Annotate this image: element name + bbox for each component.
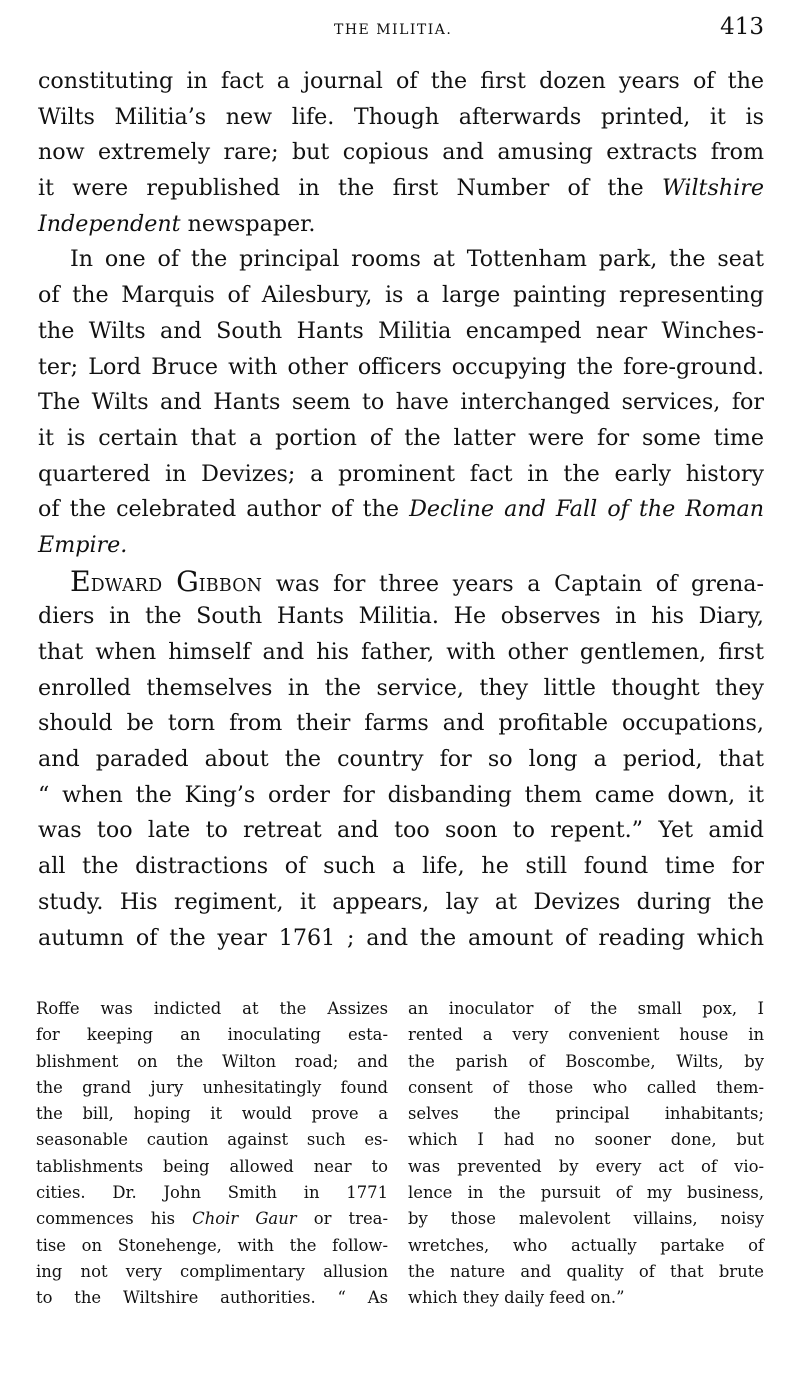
text-line: was too late to retreat and too soon to repent.” Yet amid bbox=[38, 817, 764, 844]
page-number: 413 bbox=[720, 14, 764, 40]
text-line: and paraded about the country for so long a period, that bbox=[38, 746, 764, 773]
text-line bbox=[38, 171, 764, 207]
footnote-line: the bill, hoping it would prove a bbox=[36, 1104, 388, 1124]
text-fragment: was for three years a Captain of grena- bbox=[262, 570, 764, 597]
page-header bbox=[0, 14, 800, 44]
footnote-line: tise on Stonehenge, with the follow- bbox=[36, 1235, 388, 1255]
text-line: In one of the principal rooms at Tottenham park, the seat bbox=[70, 246, 764, 273]
text-line: it is certain that a portion of the latter were for some time bbox=[38, 424, 764, 451]
text-fragment: commences his bbox=[36, 1209, 193, 1229]
footnote-line: wretches, who actually partake of bbox=[408, 1235, 764, 1255]
footnote-line: cities. Dr. John Smith in 1771 bbox=[36, 1183, 388, 1203]
name-initial: E bbox=[70, 564, 91, 598]
footnote-line: the grand jury unhesitatingly found bbox=[36, 1077, 388, 1097]
text-fragment: it were republished in the first Number of the bbox=[38, 175, 662, 202]
text-line: “ when the King’s order for disbanding them came down, it bbox=[38, 781, 764, 808]
text-line: Wilts Militia’s new life. Though afterwards printed, it is bbox=[38, 103, 764, 130]
name-small-caps: DWARD bbox=[90, 575, 163, 596]
running-head: THE MILITIA. bbox=[334, 22, 453, 38]
footnote-line: the nature and quality of that brute bbox=[408, 1261, 764, 1281]
text-fragment: of the celebrated author of the bbox=[38, 496, 410, 523]
footnote-line bbox=[36, 1206, 388, 1232]
footnote-right-column bbox=[408, 996, 764, 1312]
newspaper-title: Wiltshire bbox=[661, 175, 764, 202]
footnote-line: ing not very complimentary allusion bbox=[36, 1261, 388, 1281]
main-text bbox=[38, 64, 764, 956]
text-line: that when himself and his father, with other gentlemen, first bbox=[38, 639, 764, 665]
footnote-line: selves the principal inhabitants; bbox=[408, 1104, 764, 1124]
footnote-line: an inoculator of the small pox, I bbox=[408, 999, 764, 1018]
book-title: Decline and Fall of the Roman bbox=[409, 496, 765, 523]
footnote-line: which I had no sooner done, but bbox=[408, 1130, 764, 1150]
text-fragment: or trea- bbox=[296, 1209, 388, 1229]
footnote-line: by those malevolent villains, noisy bbox=[408, 1209, 764, 1229]
text-line bbox=[38, 564, 764, 600]
footnote-line: Roffe was indicted at the Assizes bbox=[36, 999, 388, 1018]
text-line: autumn of the year 1761 ; and the amount of reading which bbox=[38, 924, 764, 951]
text-line: the Wilts and South Hants Militia encamped near Winches- bbox=[38, 317, 764, 344]
footnote-line: to the Wiltshire authorities. “ As bbox=[36, 1288, 388, 1308]
text-line: enrolled themselves in the service, they little thought they bbox=[38, 674, 764, 701]
text-line: diers in the South Hants Militia. He observes in his Diary, bbox=[38, 603, 764, 630]
text-fragment: newspaper. bbox=[180, 210, 316, 237]
footnote-line: consent of those who called them- bbox=[408, 1077, 764, 1097]
footnote-line: for keeping an inoculating esta- bbox=[36, 1025, 388, 1045]
text-line bbox=[38, 207, 764, 243]
footnote-line: blishment on the Wilton road; and bbox=[36, 1051, 388, 1071]
text-line: of the Marquis of Ailesbury, is a large painting representing bbox=[38, 282, 764, 309]
name-small-caps: IBBON bbox=[198, 575, 263, 596]
text-line: ter; Lord Bruce with other officers occupying the fore-ground. bbox=[38, 353, 764, 380]
footnote-line: rented a very convenient house in bbox=[408, 1025, 764, 1045]
footnote-left-column bbox=[36, 996, 388, 1312]
footnote-line: which they daily feed on.” bbox=[408, 1288, 625, 1308]
footnote-line: tablishments being allowed near to bbox=[36, 1156, 388, 1176]
text-line: all the distractions of such a life, he still found time for bbox=[38, 853, 764, 880]
newspaper-title: Independent bbox=[38, 210, 181, 237]
text-line: now extremely rare; but copious and amusing extracts from bbox=[38, 139, 764, 166]
book-title-end: Empire. bbox=[38, 531, 128, 558]
text-line: should be torn from their farms and profitable occupations, bbox=[38, 710, 764, 737]
footnote-line: was prevented by every act of vio- bbox=[408, 1156, 764, 1176]
text-line: The Wilts and Hants seem to have interchanged services, for bbox=[38, 389, 764, 416]
footnote-line: lence in the pursuit of my business, bbox=[408, 1183, 764, 1203]
text-line: study. His regiment, it appears, lay at Devizes during the bbox=[38, 888, 764, 915]
name-initial: G bbox=[176, 564, 199, 598]
text-line: quartered in Devizes; a prominent fact in the early history bbox=[38, 460, 764, 487]
footnote-line: the parish of Boscombe, Wilts, by bbox=[408, 1051, 764, 1071]
book-title: Choir Gaur bbox=[192, 1209, 297, 1229]
footnote-line: seasonable caution against such es- bbox=[36, 1130, 388, 1150]
text-line bbox=[38, 492, 764, 528]
text-line: constituting in fact a journal of the first dozen years of the bbox=[38, 68, 764, 94]
